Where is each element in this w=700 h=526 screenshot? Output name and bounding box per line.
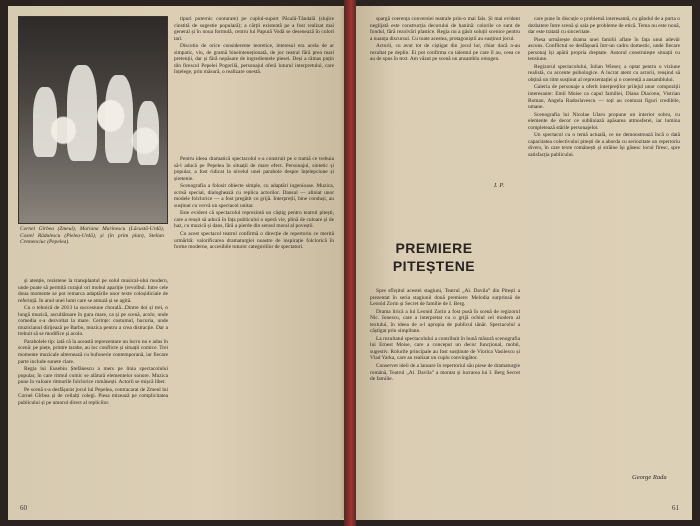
production-photo: [18, 16, 168, 224]
paragraph: tipuri puternic conturate) pe cuplul-suport Păcală-Tândală (slujire cinstită de sugestie populară); a cărții existentă pe a fost realizat mai general și în noua formulă, centru lui Papură Vodă se desenează în culori tari.: [174, 16, 334, 42]
right-col1-bottom: [370, 288, 520, 384]
photo-caption: Cornel Gîrbea (Zmeul), Mariana Marinescu (Lăcustă-Urdă), Costel Rădulescu (Pielea-Urdă), și (în prim plan), Stelian Cremenciuc (Pepelea).: [20, 226, 164, 246]
left-page: [8, 6, 344, 520]
paragraph: Spre sfîrșitul acestei stagiuni, Teatrul „Al. Davila” din Pitești a prezentat în seria stagiunii două premiere: Melodia surprinsă de Leonid Zorin și Secret de familie de I. Berg.: [370, 288, 520, 308]
paragraph: și atenție, rezistene la transplantul pe solul musical-ului modern, unde poate să permită curajul ori mobul apariție (revolbul. Intre cele doua momente se pot remarca adaptările unor texte coloșidiciale de referință. In anul unei lumi care se amuză și se agită.: [18, 278, 168, 304]
paragraph: Regizorul spectacolului, Iulian Wieser, a optat pentru o viziune realistă, cu accente psihologice. A lucrat atent cu actorii, reușind să obțină un ritm susținut al reprezentației și o coerență a ansamblului.: [528, 63, 680, 83]
right-col2: [528, 16, 680, 159]
paragraph: Cu acest spectacol teatrul confirmă o direcție de repertoriu ce merită urmărită: valorificarea dramaturgiei noastre de inspirație folclorică în forme moderne, accesibile tuturor categoriilor de spectatori.: [174, 231, 334, 251]
paragraph: Este evident că spectacolul reprezintă un câștig pentru teatrul pitești, care a reușit să aducă în fața publicului o operă vie, plină de culoare și de haz, cu muzică și dans, fără a pierde din sensul moral al poveștii.: [174, 210, 334, 230]
paragraph: care pune în discuție o problemă interesantă, cu gândul de a purta o dezbatere între scenă și sala pe probleme de etică. Tema nu este nouă, dar este tratată cu sinceritate.: [528, 16, 680, 36]
author-initials: I. P.: [494, 182, 505, 189]
photo-figure: [105, 75, 133, 163]
photo-figure: [67, 65, 97, 161]
author-signature: George Radu: [632, 474, 667, 481]
paragraph: Drama lirică a lui Leonid Zorin a fost pusă în scenă de regizorul Nic. Ionescu, care a interpretat cu o grijă ochiul cel modern al textului, în ideea de a-l apropia de publicul tânăr. Spectacolul a câștigat prin simplitate.: [370, 308, 520, 335]
paragraph: Un spectacol cu o temă actuală, ce ne demonstrează încă o dată capacitatea colectivului pitești de a aborda cu seriozitate un repertoriu divers, în care texte românești și străine își găsesc locul firesc, spre satisfacția publicului.: [528, 132, 680, 158]
left-col1: [18, 278, 168, 407]
title-line-1: PREMIERE: [395, 240, 473, 256]
paragraph: Galeria de personaje a oferit interpreților prilejul unor compoziții interesante: Emil Moise ca capul familiei, Diana Diaconu, Vistrian Roman, Angela Radoslavescu — toți au conturat figuri credibile, umane.: [528, 84, 680, 111]
photo-figure: [137, 101, 159, 165]
page-number: 60: [20, 504, 27, 512]
paragraph: Piesa urmărește drama unei familii aflate în fața unui adevăr ascuns. Conflictul se desfășoară într-un cadru domestic, unde fiecare personaj își apără propria dreptate. Autorul construiește situații cu tensiune.: [528, 36, 680, 63]
paragraph: Actorii, cu avut tot de ciștigat din jocul lor, chiar dacă n-au rezultat pe deplin. Ei pot confirma cu talentul pe care îl au, ceea ce au de spus în text. Am văzut pe scenă un ansamblu omogen.: [370, 43, 520, 63]
right-page: [356, 6, 692, 520]
left-col2-bottom: [174, 156, 334, 252]
paragraph: Regia lui Eusebiu Ștefănescu a mers pe linia spectacolului popular, în care ritmul comic se alătură elementelor sonore. Muzica pune în valoare ritmurile folclorice românești. Actorii se mișcă liber.: [18, 366, 168, 386]
paragraph: spargă coerența conversiei teatrale prin-o mai fals. Și mai evident neglijată este construcția decorului de hanină: colorile ce sunt de fondul, fără rezolvări plastice. Regia nu a găsit soluții scenice pentru a nuanța discursul. Cu toate acestea, protagoniștii au susținut jocul.: [370, 16, 520, 42]
left-col2-top: [174, 16, 334, 77]
paragraph: Cu o tehnică de 2013 la succesiune chorală...Dintre doi și trei, o lungă muzică, ascultătoare în gura mare, ca și pe scenă, acolo, unde comedia s-a dezvoltat la mare. Cerințe: costumul, bucuria, unde muzicianul dirijează pe Barbu, muzica pentru a crea distracție. Dar a trebuit să se modifice și acolo.: [18, 305, 168, 338]
paragraph: Pentru ideea dramatică spectacolul s-a construit pe o tramă ce trebuia să-l aducă pe Pepelea în situații de mare efect. Personajul, sintetic și popular, a fost ridicat la nivelul unei parabole despre înțelepciune și șiretenie.: [174, 156, 334, 182]
paragraph: Pe scenă s-a desfășurat jocul lui Pepelea, contracarat de Zmeul lui Cornel Gîrbea și de ceilalți colegi. Piesa mizează pe complicitatea publicului și pe umorul direct al replicilor.: [18, 386, 168, 406]
right-col1-top: [370, 16, 520, 64]
paragraph: Scenografia lui Nicolae Ularu propune un interior sobru, cu elemente de decor ce subliniază apăsarea atmosferei, iar lumina completează stările personajelor.: [528, 111, 680, 131]
paragraph: Scenografia a folosit obiecte simple, cu adaptări ingenioase. Muzica, scrisă special, dialoghează cu replica actorilor. Dansul — aliniat unor modele folclorice — a fost pregătit cu grijă. Interpreții, bine conduși, au susținut cu vervă un spectacol unitar.: [174, 183, 334, 209]
page-number: 61: [672, 504, 679, 512]
photo-figure: [33, 87, 57, 157]
paragraph: Parabolele tip: iată că la această reprezentare un lucru nu e adus în scenă: pe piețe, printre tarabe, au loc conflicte și situații comice. Trei momente muzicale alternează cu bufonerie contemporană, iar fiecare parte include sunete clare.: [18, 338, 168, 365]
paragraph: Discutio de orice considerente teoretice, interesul era acela de ar simpatic, viu, de gramă bineinteneționată, de joc teatral fără prea mari pretenții, dar și fără nepăsare de ingredientele piesei. Deși a rămas puțin din firescul Pepelei Pogorilă, personajul oferă luturul interpretului, care înțelege, prin măsură, o realizare onestă.: [174, 43, 334, 76]
paragraph: La rezultatul spectacolului a contribuit în bună măsură scenografia lui Ernest Moise, care a conceput un decor funcțional, mobil, sugestiv. Rolurile principale au fost susținute de Viorica Vasilescu și Vlad Yarka, care au realizat un cuplu convingător.: [370, 335, 520, 362]
article-title: [380, 240, 488, 274]
title-line-2: PITEȘTENE: [392, 258, 476, 274]
paragraph: Conservet ideii de a lansare în repertoriul său piese de dramaturgie română, Teatrul „Al. Davila” a montat și lucrarea lui I. Berg Secret de familie.: [370, 363, 520, 383]
book-gutter: [344, 0, 356, 526]
